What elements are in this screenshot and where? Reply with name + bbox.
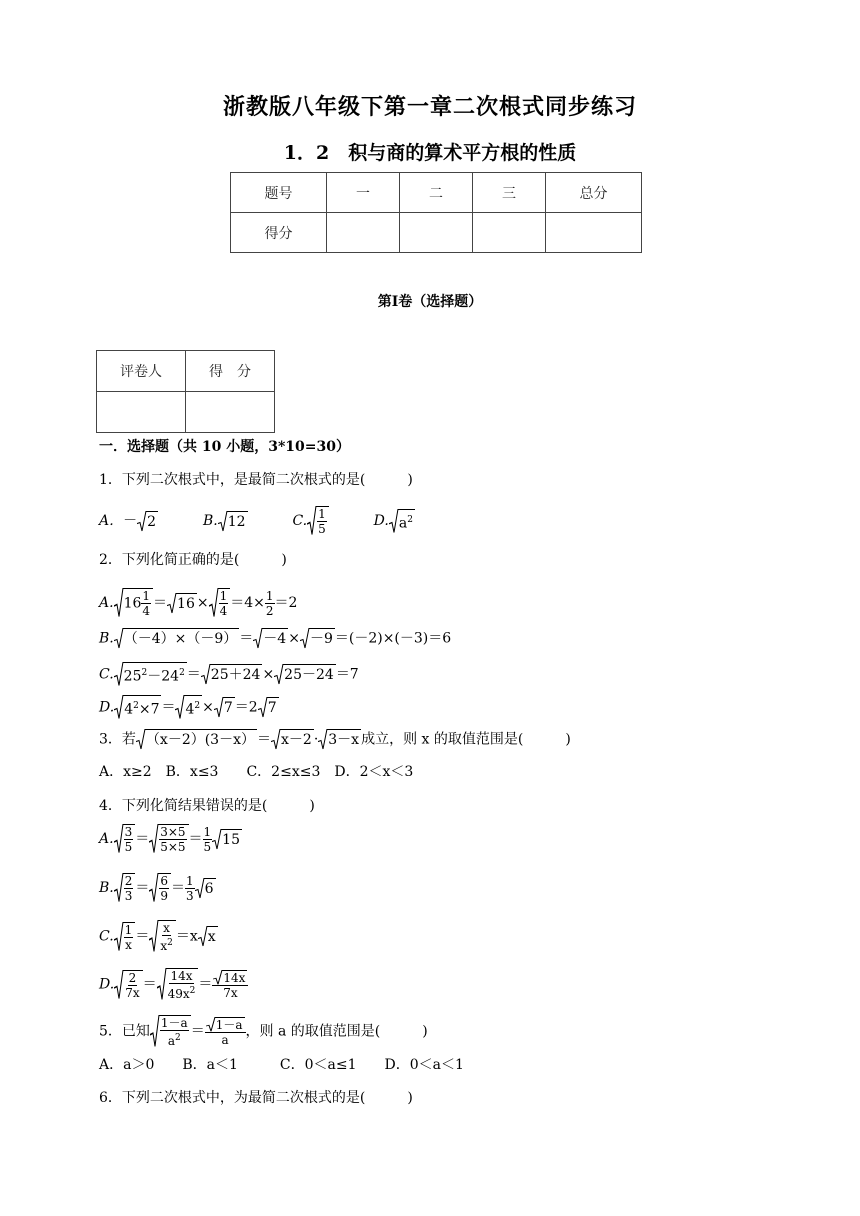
- score-label: 得 分: [186, 351, 275, 392]
- question-4-option-c: C. $\frac{1}{x}$ ＝ $\frac{x}{x^2}$ ＝x x: [99, 921, 216, 953]
- section-title: 一．选择题（共 10 小题，3*10=30）: [99, 439, 350, 455]
- question-5-stem: 5．已知 $\frac{1-a}{a^2}$ ＝ $\frac{1-a}{a}$ ，则 a 的取值范围是( ): [99, 1016, 428, 1048]
- score-header-cell: 总分: [546, 173, 642, 213]
- score-header-cell: 二: [400, 173, 473, 213]
- score-cell: [327, 213, 400, 253]
- question-3-options: A．x≥2 B．x≤3 C．2≤x≤3 D．2＜x＜3: [99, 764, 414, 780]
- score-table: [230, 172, 642, 253]
- question-4-option-b: B. $\frac{2}{3}$ ＝ $\frac{6}{9}$ ＝ $\frac{1}{3}$ 6: [99, 873, 214, 903]
- grader-cell: [97, 392, 186, 433]
- question-2-option-a: A. 16 $\frac{1}{4}$ ＝ 16 × $\frac{1}{4}$ ＝4× $\frac{1}{2}$ ＝2: [99, 588, 298, 618]
- score-header-cell: 题号: [231, 173, 327, 213]
- question-4-option-a: A. $\frac{3}{5}$ ＝ $\frac{3\times 5}{5\times 5}$ ＝ $\frac{1}{5}$ 15: [99, 824, 240, 854]
- question-1-stem: 1．下列二次根式中，是最简二次根式的是( ): [99, 472, 413, 488]
- question-1-options: A．－ 2 B. 12 C. $\frac{1}{5}$ D. $a^2$: [99, 507, 413, 536]
- question-4-option-d: D. $\frac{2}{7x}$ ＝ $\frac{14x}{49x^2}$ ＝ $\frac{14x}{7x}$: [99, 968, 248, 1001]
- question-2-stem: 2．下列化简正确的是( ): [99, 552, 287, 568]
- question-3-stem: 3．若 （x－2）(3－x） ＝ x－2 · 3－x 成立，则 x 的取值范围是( ): [99, 729, 571, 750]
- score-header-cell: 三: [473, 173, 546, 213]
- grader-label: 评卷人: [97, 351, 186, 392]
- section-subtitle: 1．2 积与商的算术平方根的性质: [283, 142, 577, 164]
- score-row-label: 得分: [231, 213, 327, 253]
- question-2-option-d: D. $4^2\times 7$ ＝ $4^2$ × 7 ＝2 7: [99, 695, 279, 720]
- score-header-cell: 一: [327, 173, 400, 213]
- question-2-option-b: B. （－4）×（－9） ＝ －4 × －9 ＝(－2)×(－3)＝6: [99, 628, 451, 649]
- score-cell: [186, 392, 275, 433]
- score-table-header-row: [231, 173, 642, 213]
- question-2-option-c: C. $25^2-24^2$ ＝ 25＋24 × 25－24 ＝7: [99, 662, 359, 687]
- page-title: 浙教版八年级下第一章二次根式同步练习: [222, 94, 637, 120]
- grader-table: [96, 350, 275, 433]
- question-5-options: A．a＞0 B．a＜1 C．0＜a≤1 D．0＜a＜1: [99, 1057, 464, 1073]
- radical: 2: [137, 511, 158, 532]
- score-cell: [400, 213, 473, 253]
- score-table-score-row: [231, 213, 642, 253]
- question-6-stem: 6．下列二次根式中，为最简二次根式的是( ): [99, 1090, 413, 1106]
- part-title: 第Ⅰ卷（选择题）: [377, 294, 483, 310]
- score-cell: [546, 213, 642, 253]
- question-4-stem: 4．下列化简结果错误的是( ): [99, 798, 315, 814]
- score-cell: [473, 213, 546, 253]
